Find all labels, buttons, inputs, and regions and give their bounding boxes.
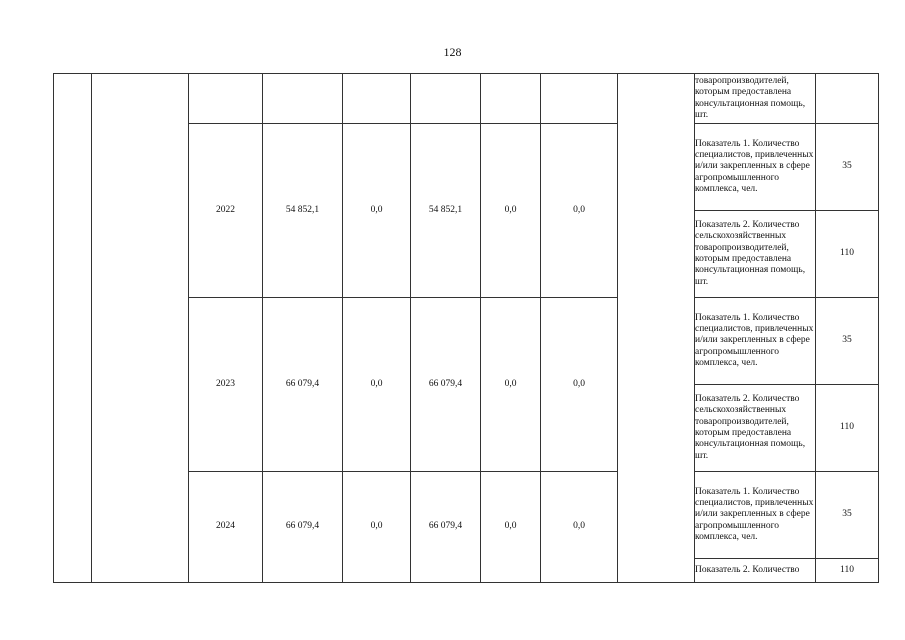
indicator-value: 35: [816, 472, 879, 559]
blank-cell: [343, 74, 411, 124]
federal-cell: 0,0: [343, 124, 411, 298]
other-cell: 0,0: [541, 124, 618, 298]
page-number: 128: [443, 45, 462, 59]
local-cell: 0,0: [481, 124, 541, 298]
local-cell: 0,0: [481, 472, 541, 583]
total-cell: 66 079,4: [263, 472, 343, 583]
blank-cell: [189, 74, 263, 124]
indicator-text: Показатель 2. Количество сельскохозяйственных товаропроизводителей, которым предоставлена консультационная помощь, шт.: [695, 211, 816, 298]
indicator-text: товаропроизводителей, которым предоставлена консультационная помощь, шт.: [695, 74, 816, 124]
indicator-value: 110: [816, 559, 879, 583]
regional-cell: 54 852,1: [411, 124, 481, 298]
blank-cell: [263, 74, 343, 124]
regional-cell: 66 079,4: [411, 472, 481, 583]
column-executor-cell: [618, 74, 695, 583]
year-cell: 2024: [189, 472, 263, 583]
indicator-text: Показатель 2. Количество сельскохозяйственных товаропроизводителей, которым предоставлена консультационная помощь, шт.: [695, 385, 816, 472]
indicator-text: Показатель 1. Количество специалистов, привлеченных и/или закрепленных в сфере агропромышленного комплекса, чел.: [695, 298, 816, 385]
indicator-value: 110: [816, 211, 879, 298]
indicator-value: [816, 74, 879, 124]
indicator-value: 110: [816, 385, 879, 472]
indicator-value: 35: [816, 298, 879, 385]
program-table: [53, 73, 879, 583]
total-cell: 54 852,1: [263, 124, 343, 298]
local-cell: 0,0: [481, 298, 541, 472]
total-cell: 66 079,4: [263, 298, 343, 472]
indicator-text: Показатель 2. Количество: [695, 559, 816, 583]
blank-cell: [481, 74, 541, 124]
federal-cell: 0,0: [343, 472, 411, 583]
column-name-cell: [92, 74, 189, 583]
other-cell: 0,0: [541, 298, 618, 472]
blank-cell: [411, 74, 481, 124]
regional-cell: 66 079,4: [411, 298, 481, 472]
year-cell: 2023: [189, 298, 263, 472]
indicator-value: 35: [816, 124, 879, 211]
year-cell: 2022: [189, 124, 263, 298]
federal-cell: 0,0: [343, 298, 411, 472]
blank-cell: [541, 74, 618, 124]
other-cell: 0,0: [541, 472, 618, 583]
indicator-text: Показатель 1. Количество специалистов, привлеченных и/или закрепленных в сфере агропромышленного комплекса, чел.: [695, 472, 816, 559]
indicator-text: Показатель 1. Количество специалистов, привлеченных и/или закрепленных в сфере агропромышленного комплекса, чел.: [695, 124, 816, 211]
column-number-cell: [54, 74, 92, 583]
table-row: [54, 74, 879, 124]
